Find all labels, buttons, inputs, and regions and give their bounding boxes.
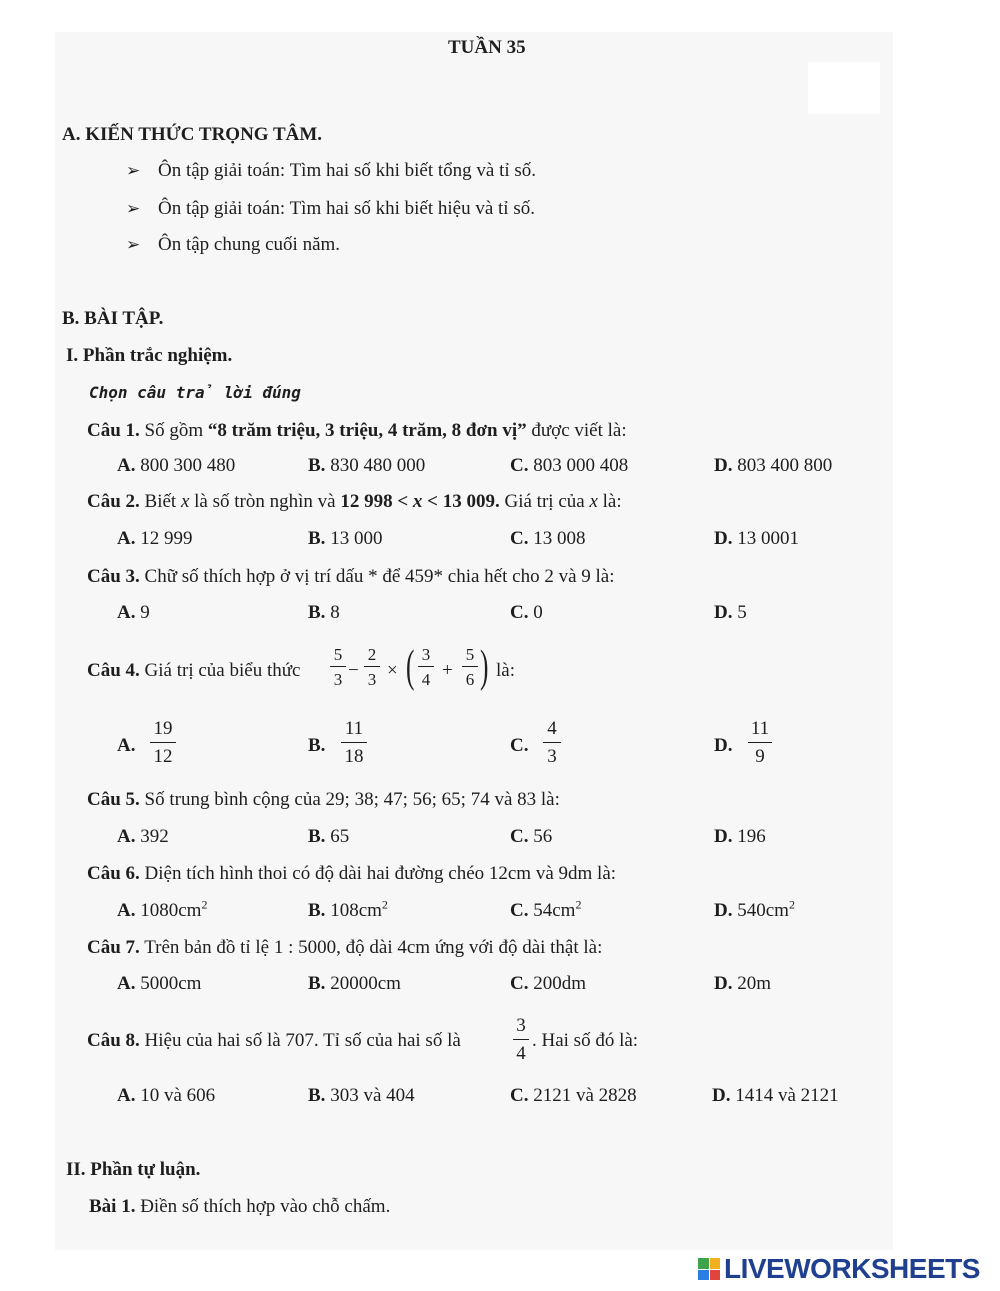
option-b[interactable] bbox=[308, 973, 401, 995]
expr-fraction-1 bbox=[330, 645, 346, 689]
option-c[interactable] bbox=[510, 1085, 637, 1107]
option-value: 20000cm bbox=[330, 973, 401, 994]
option-letter: B. bbox=[308, 973, 326, 994]
option-letter: D. bbox=[714, 826, 733, 847]
option-letter: D. bbox=[712, 1085, 731, 1106]
option-value: 13 008 bbox=[533, 528, 586, 549]
option-value: 830 480 000 bbox=[330, 455, 426, 476]
question-text: Số trung bình cộng của 29; 38; 47; 56; 65; 74 và 83 là: bbox=[144, 789, 560, 810]
question-3 bbox=[87, 566, 615, 588]
denominator: 9 bbox=[755, 746, 765, 767]
option-value: 54cm bbox=[533, 900, 576, 921]
option-value: 196 bbox=[737, 826, 766, 847]
denominator: 4 bbox=[516, 1043, 526, 1064]
option-letter: D. bbox=[714, 528, 733, 549]
option-b[interactable] bbox=[308, 897, 388, 922]
numerator: 3 bbox=[421, 645, 431, 664]
option-d[interactable] bbox=[714, 897, 795, 922]
question-label: Câu 1. bbox=[87, 420, 140, 441]
option-d[interactable] bbox=[712, 1085, 839, 1107]
option-value: 1080cm bbox=[140, 900, 202, 921]
question-text: được viết là: bbox=[526, 420, 627, 441]
numerator: 5 bbox=[465, 645, 475, 664]
question-text: là số tròn nghìn và bbox=[189, 491, 341, 512]
question-text: Số gồm bbox=[144, 420, 208, 441]
option-letter: C. bbox=[510, 826, 529, 847]
option-a[interactable] bbox=[117, 1085, 215, 1107]
option-value: 65 bbox=[330, 826, 350, 847]
option-a[interactable] bbox=[117, 897, 208, 922]
section-a-heading: A. KIẾN THỨC TRỌNG TÂM. bbox=[62, 124, 323, 145]
option-value: 303 và 404 bbox=[330, 1085, 415, 1106]
option-value: 5 bbox=[737, 602, 747, 623]
option-letter: C. bbox=[510, 900, 529, 921]
page-title: TUẦN 35 bbox=[448, 37, 526, 58]
option-value: 800 300 480 bbox=[140, 455, 236, 476]
exercise-label: Bài 1. bbox=[89, 1196, 136, 1217]
option-value: 56 bbox=[533, 826, 553, 847]
expr-fraction-2 bbox=[364, 645, 380, 689]
bullet-icon: ➢ bbox=[126, 161, 141, 180]
option-letter: A. bbox=[117, 973, 136, 994]
option-value: 108cm bbox=[330, 900, 382, 921]
liveworksheets-logo bbox=[698, 1254, 980, 1284]
question-label: Câu 2. bbox=[87, 491, 140, 512]
question-4 bbox=[87, 660, 300, 682]
question-text: là: bbox=[597, 491, 622, 512]
option-value: 9 bbox=[140, 602, 150, 623]
ratio-fraction bbox=[513, 1015, 529, 1065]
question-text: Giá trị của biểu thức bbox=[144, 660, 301, 681]
option-d[interactable] bbox=[714, 602, 747, 624]
left-paren: ( bbox=[406, 640, 415, 691]
option-a[interactable] bbox=[117, 528, 192, 550]
option-letter: B. bbox=[308, 602, 326, 623]
option-d[interactable] bbox=[714, 455, 832, 477]
option-b[interactable] bbox=[308, 528, 382, 550]
question-text: . Hai số đó là: bbox=[532, 1030, 639, 1051]
option-letter: D. bbox=[714, 602, 733, 623]
option-c[interactable] bbox=[543, 718, 561, 768]
option-letter: C. bbox=[510, 528, 529, 549]
exponent: 2 bbox=[788, 897, 795, 912]
option-letter: D. bbox=[714, 973, 733, 994]
question-label: Câu 7. bbox=[87, 937, 140, 958]
question-2 bbox=[87, 491, 622, 513]
question-text: Hiệu của hai số là 707. Tỉ số của hai số là bbox=[144, 1030, 461, 1051]
option-b[interactable] bbox=[308, 826, 349, 848]
minus-sign: − bbox=[348, 660, 359, 681]
numerator: 19 bbox=[153, 718, 173, 739]
question-text: Trên bản đồ tỉ lệ 1 : 5000, độ dài 4cm ứng với độ dài thật là: bbox=[144, 937, 603, 958]
question-text: Chữ số thích hợp ở vị trí dấu * để 459* chia hết cho 2 và 9 là: bbox=[144, 566, 615, 587]
option-letter: A. bbox=[117, 826, 136, 847]
option-b-letter: B. bbox=[308, 735, 326, 756]
objective-item: Ôn tập giải toán: Tìm hai số khi biết hiệu và tỉ số. bbox=[158, 198, 535, 219]
question-bold-text: “8 trăm triệu, 3 triệu, 4 trăm, 8 đơn vị” bbox=[207, 420, 527, 441]
inequality bbox=[340, 491, 499, 512]
option-c[interactable] bbox=[510, 897, 582, 922]
part-1-heading: I. Phần trắc nghiệm. bbox=[66, 345, 233, 366]
option-letter: D. bbox=[714, 455, 733, 476]
exercise-text: Điền số thích hợp vào chỗ chấm. bbox=[140, 1196, 391, 1217]
exercise-1 bbox=[89, 1196, 390, 1218]
option-value: 13 000 bbox=[330, 528, 383, 549]
option-c-letter: C. bbox=[510, 735, 529, 756]
denominator: 3 bbox=[367, 670, 377, 689]
option-letter: B. bbox=[308, 528, 326, 549]
option-letter: A. bbox=[117, 455, 136, 476]
option-d[interactable] bbox=[748, 718, 772, 768]
option-letter: C. bbox=[510, 455, 529, 476]
logo-icon bbox=[698, 1258, 720, 1280]
question-label: Câu 6. bbox=[87, 863, 140, 884]
option-value: 10 và 606 bbox=[140, 1085, 216, 1106]
question-5 bbox=[87, 789, 560, 811]
blank-patch bbox=[808, 62, 880, 114]
question-7 bbox=[87, 937, 602, 959]
objective-item: Ôn tập chung cuối năm. bbox=[158, 234, 341, 255]
option-value: 13 0001 bbox=[737, 528, 799, 549]
numerator: 11 bbox=[344, 718, 364, 739]
option-value: 1414 và 2121 bbox=[735, 1085, 839, 1106]
option-letter: A. bbox=[117, 528, 136, 549]
option-value: 5000cm bbox=[140, 973, 202, 994]
denominator: 3 bbox=[333, 670, 343, 689]
option-value: 2121 và 2828 bbox=[533, 1085, 637, 1106]
exponent: 2 bbox=[575, 897, 582, 912]
option-letter: C. bbox=[510, 973, 529, 994]
option-b[interactable] bbox=[308, 455, 425, 477]
expr-fraction-3 bbox=[418, 645, 434, 689]
question-label: Câu 3. bbox=[87, 566, 140, 587]
question-6 bbox=[87, 863, 616, 885]
denominator: 3 bbox=[547, 746, 557, 767]
option-c[interactable] bbox=[510, 602, 543, 624]
option-a[interactable] bbox=[117, 455, 235, 477]
bullet-icon: ➢ bbox=[126, 235, 141, 254]
option-a[interactable] bbox=[117, 826, 169, 848]
option-d-letter: D. bbox=[714, 735, 733, 756]
option-value: 803 000 408 bbox=[533, 455, 629, 476]
question-label: Câu 4. bbox=[87, 660, 140, 681]
option-value: 0 bbox=[533, 602, 543, 623]
option-letter: B. bbox=[308, 455, 326, 476]
option-letter: B. bbox=[308, 1085, 326, 1106]
option-letter: C. bbox=[510, 602, 529, 623]
instruction-text: Chọn câu trả lời đúng bbox=[89, 383, 301, 402]
option-d[interactable] bbox=[714, 826, 766, 848]
inequality-left: 12 998 < bbox=[340, 491, 413, 512]
times-sign: × bbox=[387, 660, 398, 681]
denominator: 4 bbox=[421, 670, 431, 689]
plus-sign: + bbox=[442, 660, 453, 681]
right-paren: ) bbox=[480, 640, 489, 691]
numerator: 4 bbox=[547, 718, 557, 739]
option-b[interactable] bbox=[341, 718, 367, 768]
option-c[interactable] bbox=[510, 528, 585, 550]
option-letter: A. bbox=[117, 602, 136, 623]
variable-x: x bbox=[412, 491, 423, 512]
option-value: 20m bbox=[737, 973, 772, 994]
option-b[interactable] bbox=[308, 1085, 415, 1107]
option-value: 200dm bbox=[533, 973, 587, 994]
option-b[interactable] bbox=[308, 602, 340, 624]
objective-item: Ôn tập giải toán: Tìm hai số khi biết tổng và tỉ số. bbox=[158, 160, 537, 181]
option-value: 12 999 bbox=[140, 528, 193, 549]
bullet-icon: ➢ bbox=[126, 199, 141, 218]
option-a[interactable] bbox=[117, 602, 150, 624]
variable-x: x bbox=[589, 491, 598, 512]
option-letter: A. bbox=[117, 900, 136, 921]
option-letter: B. bbox=[308, 826, 326, 847]
option-a[interactable] bbox=[117, 973, 201, 995]
numerator: 3 bbox=[516, 1015, 526, 1036]
logo-text: LIVEWORKSHEETS bbox=[724, 1253, 980, 1284]
question-1 bbox=[87, 420, 627, 442]
question-text: Biết bbox=[144, 491, 181, 512]
denominator: 12 bbox=[153, 746, 173, 767]
option-a[interactable] bbox=[150, 718, 176, 768]
question-text: là: bbox=[496, 660, 515, 681]
option-d[interactable] bbox=[714, 973, 771, 995]
expr-fraction-4 bbox=[462, 645, 478, 689]
option-a-letter: A. bbox=[117, 735, 136, 756]
option-value: 803 400 800 bbox=[737, 455, 833, 476]
exponent: 2 bbox=[381, 897, 388, 912]
denominator: 18 bbox=[344, 746, 364, 767]
numerator: 5 bbox=[333, 645, 343, 664]
option-c[interactable] bbox=[510, 826, 552, 848]
question-text: Diện tích hình thoi có độ dài hai đường chéo 12cm và 9dm là: bbox=[144, 863, 617, 884]
variable-x: x bbox=[180, 491, 190, 512]
question-label: Câu 8. bbox=[87, 1030, 140, 1051]
question-8 bbox=[87, 1030, 461, 1052]
part-2-heading: II. Phần tự luận. bbox=[66, 1159, 201, 1180]
exponent: 2 bbox=[201, 897, 208, 912]
option-value: 540cm bbox=[737, 900, 789, 921]
question-label: Câu 5. bbox=[87, 789, 140, 810]
option-c[interactable] bbox=[510, 973, 586, 995]
option-letter: C. bbox=[510, 1085, 529, 1106]
denominator: 6 bbox=[465, 670, 475, 689]
question-text: Giá trị của bbox=[499, 491, 590, 512]
option-value: 8 bbox=[330, 602, 340, 623]
numerator: 2 bbox=[367, 645, 377, 664]
section-b-heading: B. BÀI TẬP. bbox=[62, 308, 164, 329]
numerator: 11 bbox=[750, 718, 770, 739]
option-letter: A. bbox=[117, 1085, 136, 1106]
option-value: 392 bbox=[140, 826, 169, 847]
option-letter: B. bbox=[308, 900, 326, 921]
option-d[interactable] bbox=[714, 528, 799, 550]
option-letter: D. bbox=[714, 900, 733, 921]
inequality-right: < 13 009. bbox=[422, 491, 500, 512]
option-c[interactable] bbox=[510, 455, 628, 477]
